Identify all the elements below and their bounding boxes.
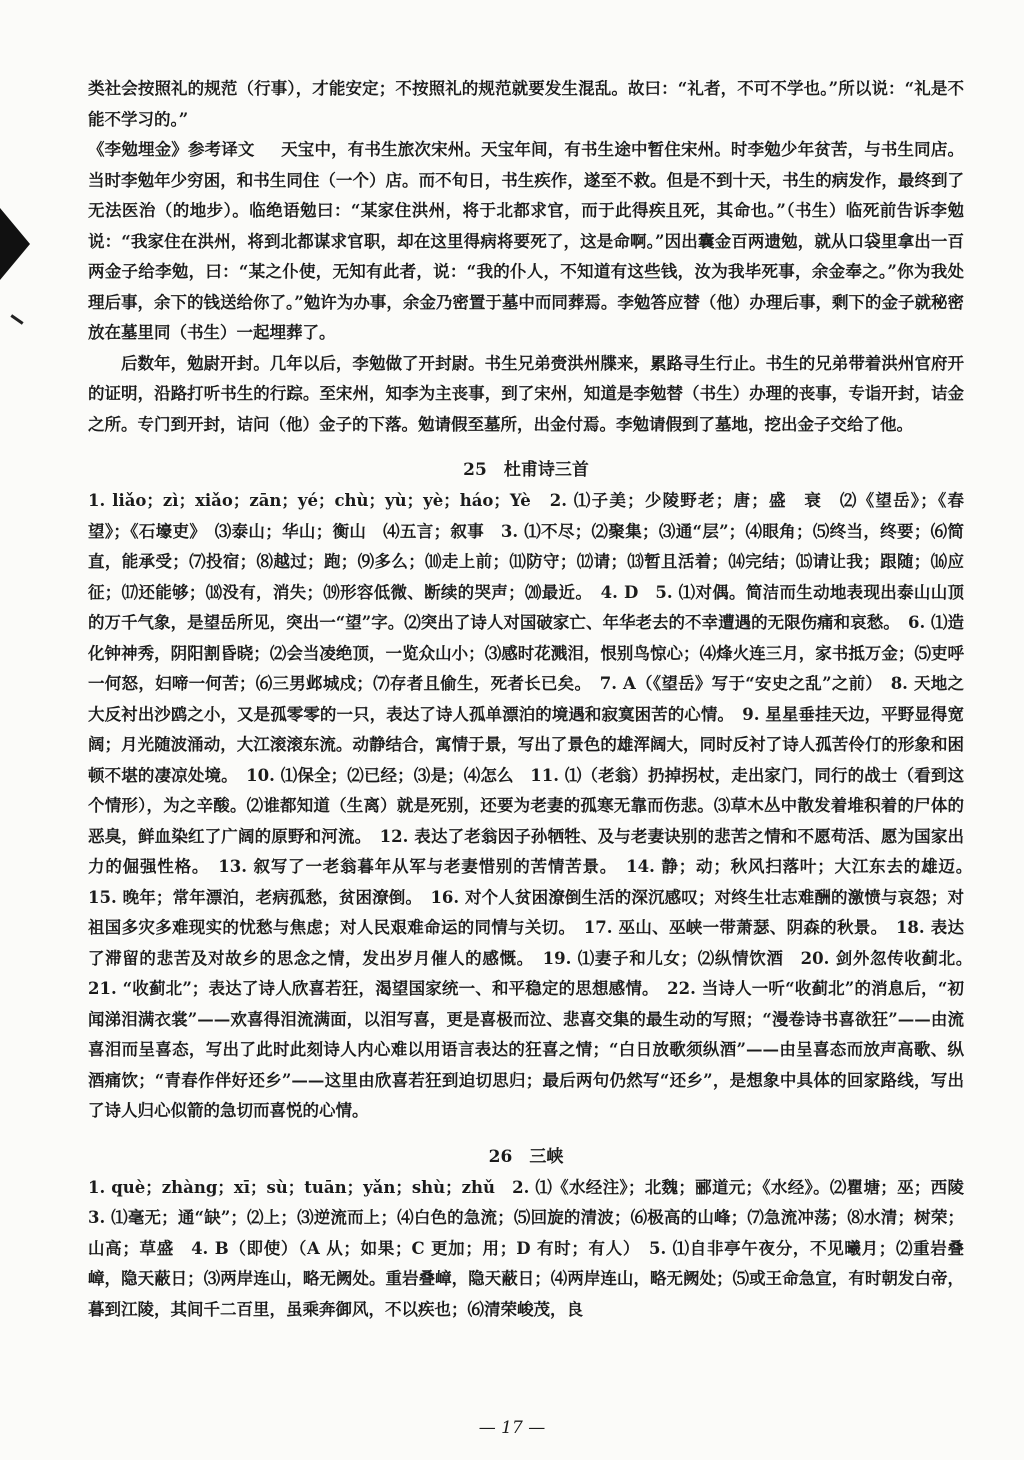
binding-mark-triangle [0, 208, 30, 280]
li-mian-text-1: 天宝中，有书生旅次宋州。天宝年间，有书生途中暂住宋州。时李勉少年贫苦，与书生同店。当时李勉年少穷困，和书生同住（一个）店。而不旬日，书生疾作，遂至不救。但是不到十天，书生的病发作，最终到了无法医治（的地步）。临绝语勉曰：“某家住洪州，将于北都求官，而于此得疾且死，其命也。”（书生）临死前告诉李勉说：“我家住在洪州，将到北都谋求官职，却在这里得病将要死了，这是命啊。”因出囊金百两遗勉，就从口袋里拿出一百两金子给李勉，曰：“某之仆使，无知有此者，说：“我的仆人，不知道有这些钱，汝为我毕死事，余金奉之。”你为我处理后事，余下的钱送给你了。”勉许为办事，余金乃密置于墓中而同葬焉。李勉答应替（他）办理后事，剩下的金子就秘密放在墓里同（书生）一起埋葬了。 [88, 140, 965, 342]
section-25-title: 25 杜甫诗三首 [463, 460, 589, 480]
binding-mark-tick [10, 314, 23, 324]
para-li-mian-2: 后数年，勉尉开封。几年以后，李勉做了开封尉。书生兄弟赍洪州牒来，累路寻生行止。书生的兄弟带着洪州官府开的证明，沿路打听书生的行踪。至宋州，知李为主丧事，到了宋州，知道是李勉替（书生）办理的丧事，专诣开封，诘金之所。专门到开封，诘问（他）金子的下落。勉请假至墓所，出金付焉。李勉请假到了墓地，挖出金子交给了他。 [88, 353, 964, 434]
page-number: — 17 — [478, 1418, 546, 1438]
para-li-mian-translation [88, 135, 964, 349]
li-mian-title: 《李勉埋金》参考译文 [88, 140, 255, 159]
section-25-answers: 1. liǎo；zì；xiǎo；zān；yé；chù；yù；yè；háo；Yè 2. ⑴子美；少陵野老；唐；盛 衰 ⑵《望岳》；《春望》；《石壕吏》 ⑶泰山；华山；衡山 ⑷五言；叙事 3. ⑴不尽；⑵聚集；⑶通“层”；⑷眼角；⑸终当，终要；⑹简直，能承受；⑺投宿；⑻越过；跑；⑼多么；⑽走上前；⑾防守；⑿请；⒀暂且活着；⒁完结；⒂请让我；跟随；⒃应征；⒄还能够；⒅没有，消失；⒆形容低微、断续的哭声；⒇最近。 4. D 5. ⑴对偶。简洁而生动地表现出泰山山顶的万千气象，是望岳所见，突出一“望”字。⑵突出了诗人对国破家亡、年华老去的不幸遭遇的无限伤痛和哀愁。 6. ⑴造化钟神秀，阴阳割昏晓；⑵会当凌绝顶，一览众山小；⑶感时花溅泪，恨别鸟惊心；⑷烽火连三月，家书抵万金；⑸吏呼一何怒，妇啼一何苦；⑹三男邺城戍；⑺存者且偷生，死者长已矣。 7. A（《望岳》写于“安史之乱”之前） 8. 天地之大反衬出沙鸥之小，又是孤零零的一只，表达了诗人孤单漂泊的境遇和寂寞困苦的心情。 9. 星星垂挂天边，平野显得宽阔；月光随波涌动，大江滚滚东流。动静结合，寓情于景，写出了景色的雄浑阔大，同时反衬了诗人孤苦伶仃的形象和困顿不堪的凄凉处境。 10. ⑴保全；⑵已经；⑶是；⑷怎么 11. ⑴（老翁）扔掉拐杖，走出家门，同行的战士（看到这个情形），为之辛酸。⑵谁都知道（生离）就是死别，还要为老妻的孤寒无靠而伤悲。⑶草木丛中散发着堆积着的尸体的恶臭，鲜血染红了广阔的原野和河流。 12. 表达了老翁因子孙牺牲、及与老妻诀别的悲苦之情和不愿苟活、愿为国家出力的倔强性格。 13. 叙写了一老翁暮年从军与老妻惜别的苦情苦景。 14. 静；动；秋风扫落叶；大江东去的雄迈。 15. 晚年；常年漂泊，老病孤愁，贫困潦倒。 16. 对个人贫困潦倒生活的深沉感叹；对终生壮志难酬的激愤与哀怨；对祖国多灾多难现实的忧愁与焦虑；对人民艰难命运的同情与关切。 17. 巫山、巫峡一带萧瑟、阴森的秋景。 18. 表达了滞留的悲苦及对故乡的思念之情，发出岁月催人的感慨。 19. ⑴妻子和儿女；⑵纵情饮酒 20. 剑外忽传收蓟北。 21. “收蓟北”；表达了诗人欣喜若狂，渴望国家统一、和平稳定的思想感情。 22. 当诗人一听“收蓟北”的消息后，“初闻涕泪满衣裳”——欢喜得泪流满面，以泪写喜，更是喜极而泣、悲喜交集的最生动的写照；“漫卷诗书喜欲狂”——由流喜泪而呈喜态，写出了此时此刻诗人内心难以用语言表达的狂喜之情；“白日放歌须纵酒”——由呈喜态而放声高歌、纵酒痛饮；“青春作伴好还乡”——这里由欣喜若狂到迫切思归；最后两句仍然写“还乡”，是想象中具体的回家路线，写出了诗人归心似箭的急切而喜悦的心情。 [88, 491, 981, 1120]
answer-page [88, 74, 981, 1325]
section-26-answers: 1. què；zhàng；xī；sù；tuān；yǎn；shù；zhǔ 2. ⑴《水经注》；北魏；郦道元；《水经》。⑵瞿塘；巫；西陵 3. ⑴毫无；通“缺”；⑵上；⑶逆流而上；⑷白色的急流；⑸回旋的清波；⑹极高的山峰；⑺急流冲荡；⑻水清；树荣；山高；草盛 4. B（即使）（A 从；如果；C 更加；用；D 有时；有人） 5. ⑴自非亭午夜分，不见曦月；⑵重岩叠嶂，隐天蔽日；⑶两岸连山，略无阙处。重岩叠嶂，隐天蔽日；⑷两岸连山，略无阙处；⑸或王命急宣，有时朝发白帝，暮到江陵，其间千二百里，虽乘奔御风，不以疾也；⑹清荣峻茂，良 [88, 1177, 981, 1319]
para-li-conclusion: 类社会按照礼的规范（行事），才能安定；不按照礼的规范就要发生混乱。故曰：“礼者，不可不学也。”所以说：“礼是不能不学习的。” [88, 79, 964, 129]
section-26-title: 26 三峡 [488, 1146, 564, 1167]
